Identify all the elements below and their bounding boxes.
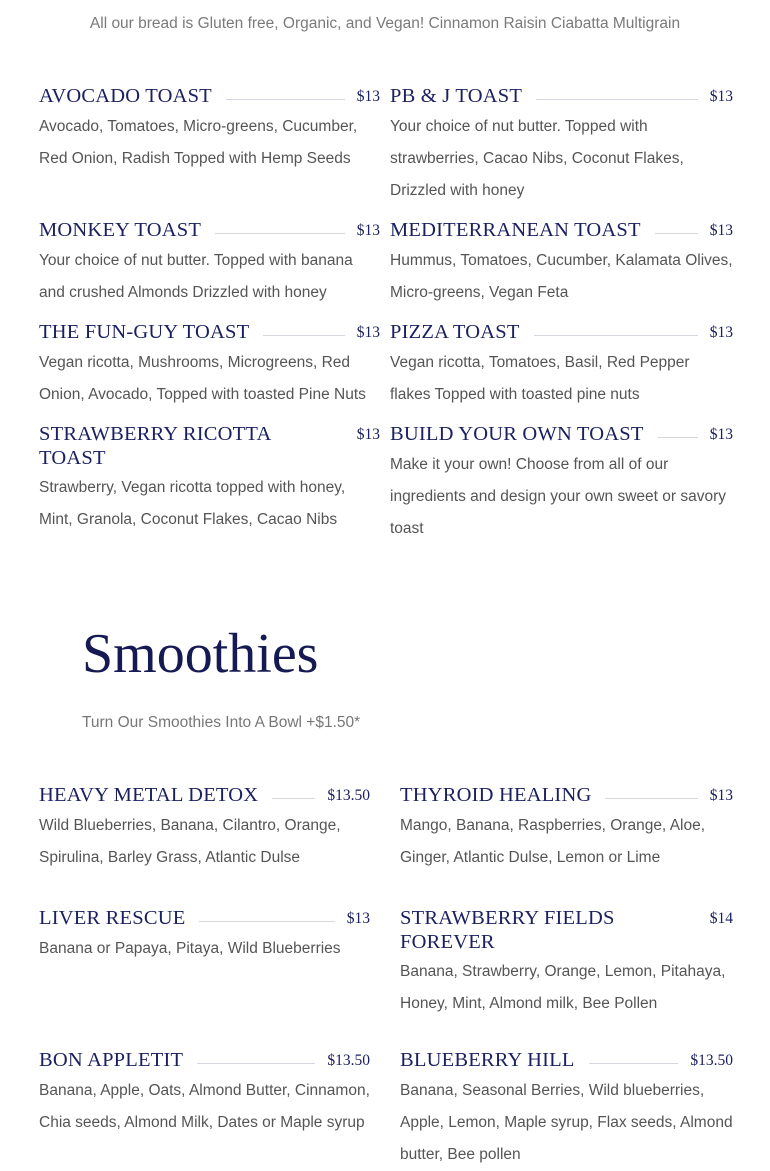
item-price: $13 (356, 426, 380, 443)
item-name: BLUEBERRY HILL (400, 1049, 575, 1071)
item-price: $13.50 (327, 787, 370, 804)
section-title-smoothies: Smoothies (82, 623, 319, 685)
leader-line (658, 422, 698, 438)
menu-item-mediterranean-toast (390, 218, 733, 309)
leader-line (536, 84, 698, 100)
menu-item-monkey-toast (39, 218, 380, 309)
menu-item-pizza-toast (390, 320, 733, 411)
item-price: $13 (709, 222, 733, 239)
leader-line (605, 783, 697, 799)
item-description: Strawberry, Vegan ricotta topped with honey, Mint, Granola, Coconut Flakes, Cacao Nibs (39, 479, 346, 528)
menu-item-heavy-metal-detox (39, 783, 370, 874)
leader-line (215, 218, 345, 234)
item-name: MONKEY TOAST (39, 219, 202, 241)
item-price: $13.50 (327, 1052, 370, 1069)
item-description: Your choice of nut butter. Topped with strawberries, Cacao Nibs, Coconut Flakes, Drizzled with honey (390, 118, 684, 199)
item-price: $13 (346, 910, 370, 927)
leader-line (272, 783, 315, 799)
menu-item-strawberry-fields-forever (400, 906, 733, 1020)
item-price: $13 (709, 426, 733, 443)
menu-item-thyroid-healing (400, 783, 733, 874)
item-description: Mango, Banana, Raspberries, Orange, Aloe, Ginger, Atlantic Dulse, Lemon or Lime (400, 817, 706, 866)
item-name: MEDITERRANEAN TOAST (390, 219, 641, 241)
item-description: Banana or Papaya, Pitaya, Wild Blueberries (39, 940, 341, 957)
item-price: $13 (356, 324, 380, 341)
menu-item-pbj-toast (390, 84, 733, 207)
item-price: $13 (356, 222, 380, 239)
bread-note: All our bread is Gluten free, Organic, and Vegan! Cinnamon Raisin Ciabatta Multigrain (89, 15, 681, 32)
item-name: PIZZA TOAST (390, 321, 520, 343)
item-price: $13 (709, 88, 733, 105)
item-name: STRAWBERRY FIELDS FOREVER (400, 907, 615, 953)
item-description: Make it your own! Choose from all of our ingredients and design your own sweet or savory toast (390, 456, 727, 537)
section-subtitle: Turn Our Smoothies Into A Bowl +$1.50* (82, 714, 361, 731)
item-description: Your choice of nut butter. Topped with banana and crushed Almonds Drizzled with honey (39, 252, 353, 301)
item-price: $13 (709, 324, 733, 341)
item-price: $13 (709, 787, 733, 804)
item-name: STRAWBERRY RICOTTA TOAST (39, 423, 271, 469)
item-description: Banana, Strawberry, Orange, Lemon, Pitahaya, Honey, Mint, Almond milk, Bee Pollen (400, 963, 726, 1012)
item-description: Vegan ricotta, Mushrooms, Microgreens, Red Onion, Avocado, Topped with toasted Pine Nuts (39, 354, 366, 403)
item-price: $13.50 (690, 1052, 733, 1069)
item-name: PB & J TOAST (390, 85, 523, 107)
item-description: Banana, Seasonal Berries, Wild blueberries, Apple, Lemon, Maple syrup, Flax seeds, Almond butter, Bee pollen (400, 1082, 733, 1163)
item-name: HEAVY METAL DETOX (39, 784, 259, 806)
menu-item-blueberry-hill (400, 1048, 733, 1171)
item-name: BON APPLETIT (39, 1049, 184, 1071)
leader-line (589, 1048, 679, 1064)
menu-item-avocado-toast (39, 84, 380, 175)
item-name: AVOCADO TOAST (39, 85, 212, 107)
leader-line (655, 218, 698, 234)
leader-line (197, 1048, 315, 1064)
item-name: LIVER RESCUE (39, 907, 186, 929)
leader-line (199, 906, 334, 922)
item-description: Avocado, Tomatoes, Micro-greens, Cucumber, Red Onion, Radish Topped with Hemp Seeds (39, 118, 358, 167)
item-price: $14 (709, 910, 733, 927)
menu-item-bon-appletit (39, 1048, 370, 1139)
item-name: THE FUN-GUY TOAST (39, 321, 250, 343)
item-price: $13 (356, 88, 380, 105)
item-name: THYROID HEALING (400, 784, 592, 806)
menu-item-liver-rescue (39, 906, 370, 965)
menu-item-fun-guy-toast (39, 320, 380, 411)
item-description: Banana, Apple, Oats, Almond Butter, Cinnamon, Chia seeds, Almond Milk, Dates or Maple syrup (39, 1082, 370, 1131)
menu-item-strawberry-ricotta-toast (39, 422, 380, 536)
item-name: BUILD YOUR OWN TOAST (390, 423, 644, 445)
item-description: Wild Blueberries, Banana, Cilantro, Orange, Spirulina, Barley Grass, Atlantic Dulse (39, 817, 341, 866)
leader-line (226, 84, 345, 100)
leader-line (263, 320, 344, 336)
item-description: Hummus, Tomatoes, Cucumber, Kalamata Olives, Micro-greens, Vegan Feta (390, 252, 733, 301)
item-description: Vegan ricotta, Tomatoes, Basil, Red Pepper flakes Topped with toasted pine nuts (390, 354, 690, 403)
menu-item-build-your-own-toast (390, 422, 733, 545)
leader-line (534, 320, 698, 336)
